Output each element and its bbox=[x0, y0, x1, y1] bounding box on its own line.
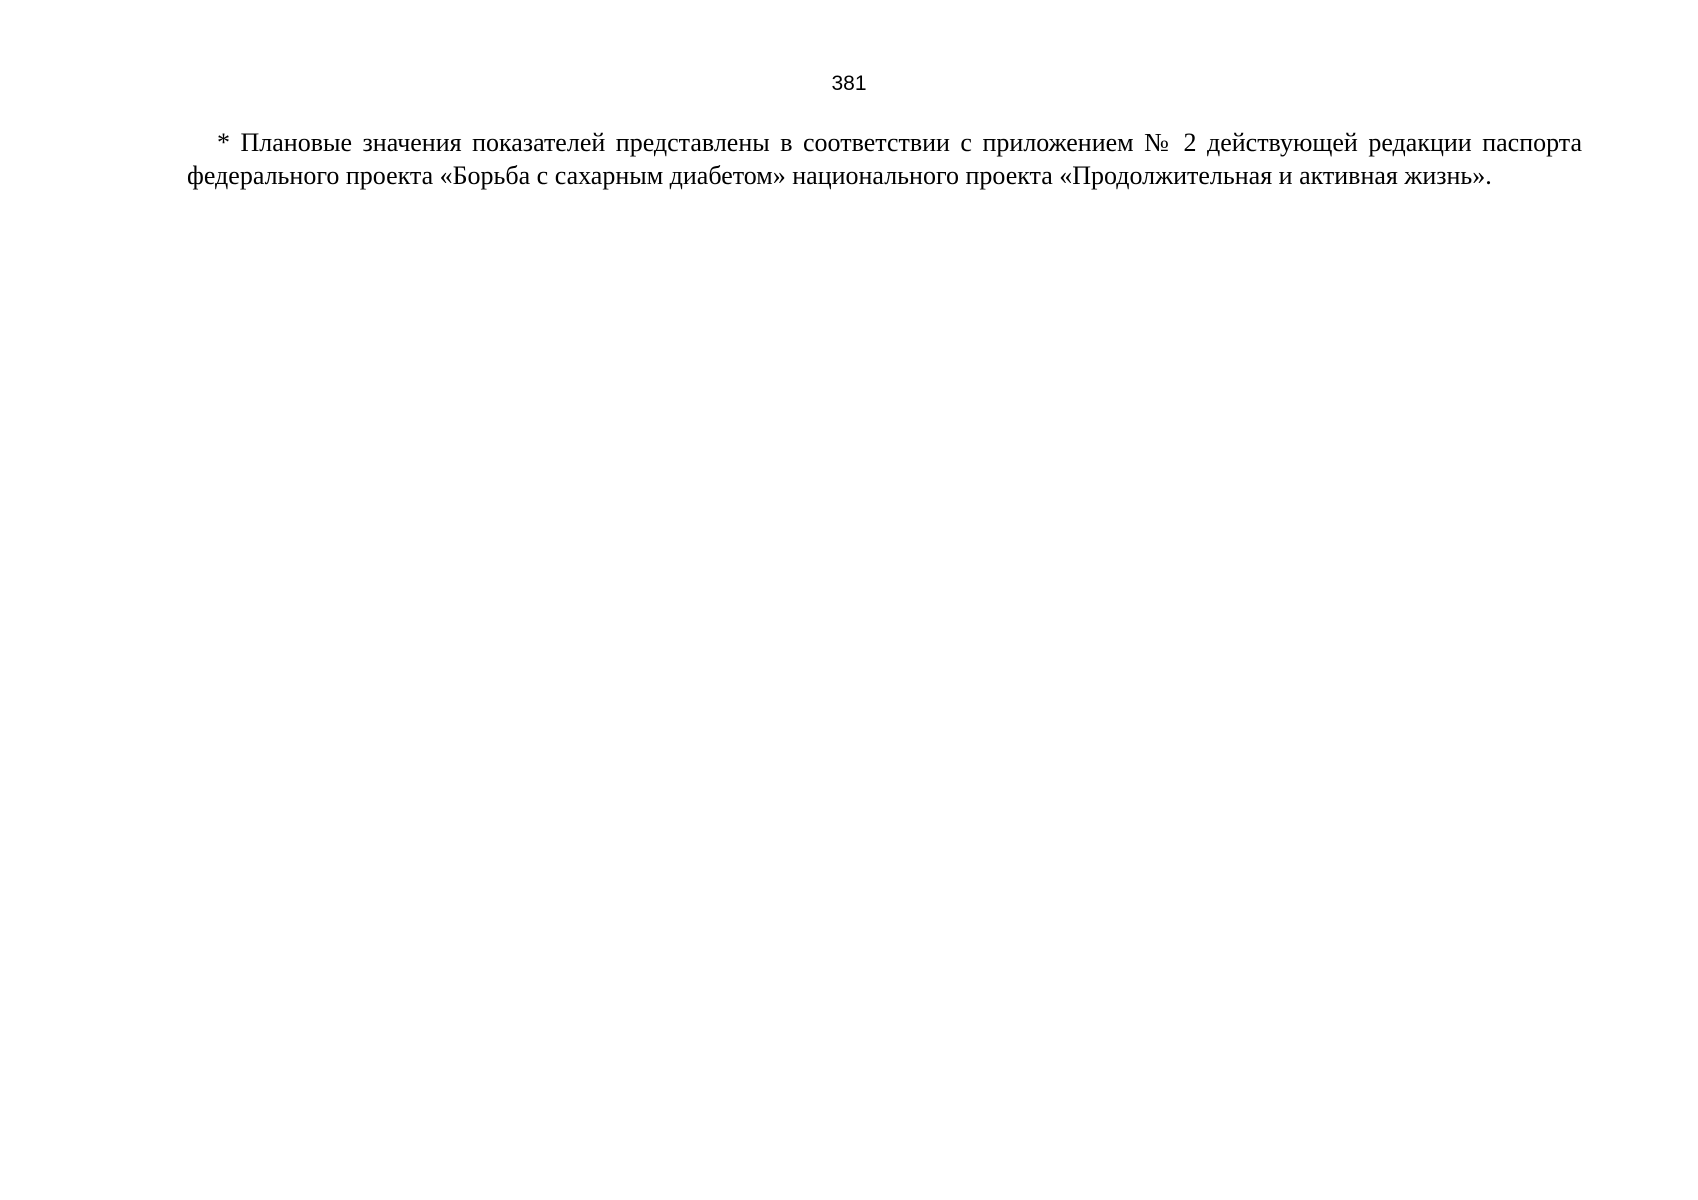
page-number: 381 bbox=[831, 72, 867, 95]
footnote-text: * Плановые значения показателей представлены в соответствии с приложением № 2 действующей редакции паспорта федерального проекта «Борьба с сахарным диабетом» национального проекта «Продолжительная и активная жизнь». bbox=[187, 128, 1582, 190]
